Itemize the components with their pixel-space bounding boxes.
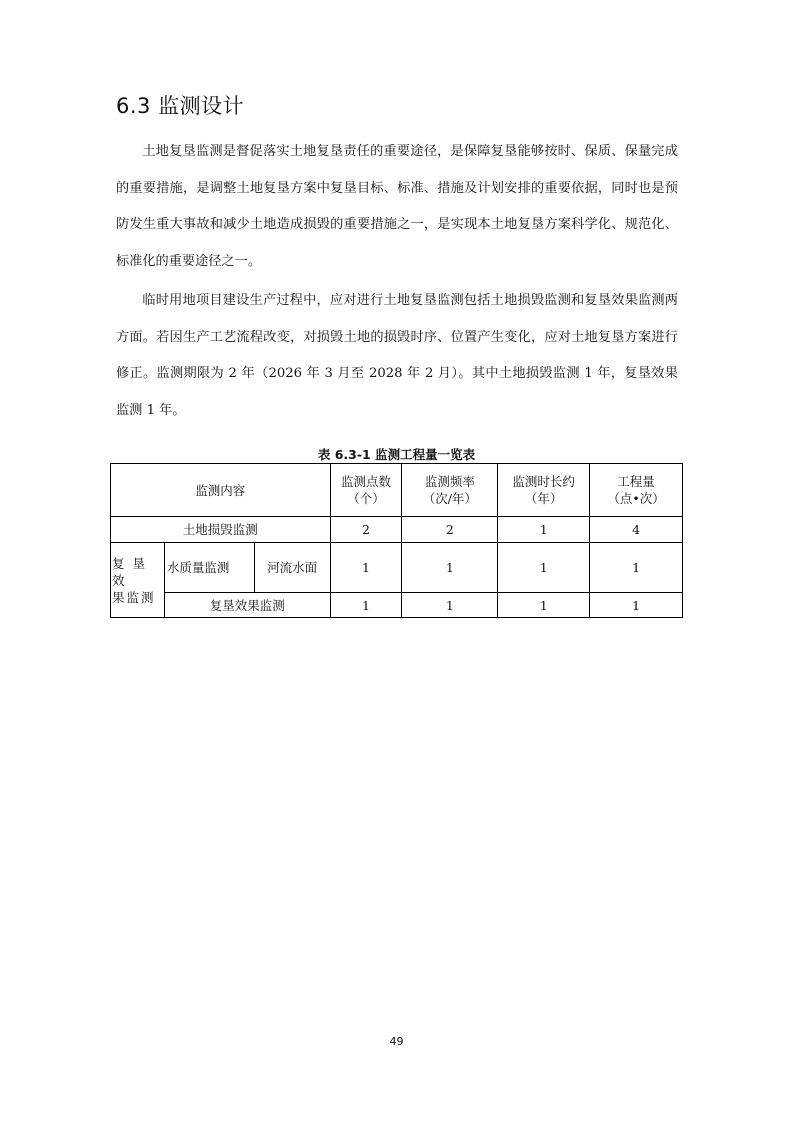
header-duration-line1: 监测时长约 (512, 474, 575, 489)
header-frequency-line1: 监测频率 (424, 474, 475, 489)
cell-damage-duration: 1 (498, 517, 590, 543)
page-number: 49 (389, 1035, 404, 1048)
header-frequency (402, 464, 498, 517)
cell-water-label: 水质量监测 (164, 543, 254, 593)
header-content: 监测内容 (111, 464, 331, 517)
group-label-line2: 果监测 (112, 589, 156, 605)
cell-damage-points: 2 (330, 517, 402, 543)
cell-effect-points: 1 (330, 593, 402, 618)
cell-damage-label: 土地损毁监测 (111, 517, 331, 543)
cell-effect-quantity: 1 (590, 593, 683, 618)
table-caption: 表 6.3-1 监测工程量一览表 (317, 447, 476, 462)
cell-water-duration: 1 (498, 543, 590, 593)
cell-effect-frequency: 1 (402, 593, 498, 618)
monitoring-quantity-table (110, 463, 683, 618)
cell-damage-frequency: 2 (402, 517, 498, 543)
table-row-effect (111, 593, 683, 618)
cell-damage-quantity: 4 (590, 517, 683, 543)
table-row-water (111, 543, 683, 593)
paragraph-monitoring-scope: 临时用地项目建设生产过程中，应对进行土地复垦监测包括土地损毁监测和复垦效果监测两方面。若因生产工艺流程改变，对损毁土地的损毁时序、位置产生变化，应对土地复垦方案进行修正。监测期限为 2 年（2026 年 3 月至 2028 年 2 月）。其中土地损毁监测 1 年，复垦效果监测 1 年。 (116, 293, 678, 418)
cell-water-frequency: 1 (402, 543, 498, 593)
header-quantity (590, 464, 683, 517)
cell-water-sub: 河流水面 (254, 543, 330, 593)
header-points (330, 464, 402, 517)
table-row-damage (111, 517, 683, 543)
cell-water-points: 1 (330, 543, 402, 593)
header-points-line2: （个） (347, 491, 385, 506)
header-quantity-line1: 工程量 (617, 474, 655, 489)
header-duration (498, 464, 590, 517)
section-title: 6.3 监测设计 (116, 94, 245, 118)
header-frequency-line2: （次/年） (422, 491, 477, 506)
cell-effect-label: 复垦效果监测 (164, 593, 330, 618)
header-quantity-line2: （点•次） (607, 491, 665, 506)
cell-group-label (111, 543, 165, 618)
cell-water-quantity: 1 (590, 543, 683, 593)
paragraph-reclamation-monitoring: 土地复垦监测是督促落实土地复垦责任的重要途径，是保障复垦能够按时、保质、保量完成的重要措施，是调整土地复垦方案中复垦目标、标准、措施及计划安排的重要依据，同时也是预防发生重大事故和减少土地造成损毁的重要措施之一，是实现本土地复垦方案科学化、规范化、标准化的重要途径之一。 (116, 144, 678, 269)
cell-effect-duration: 1 (498, 593, 590, 618)
table-header-row (111, 464, 683, 517)
group-label-line1: 复 垦 效 (112, 555, 147, 588)
header-duration-line2: （年） (524, 491, 563, 506)
header-points-line1: 监测点数 (340, 474, 391, 489)
